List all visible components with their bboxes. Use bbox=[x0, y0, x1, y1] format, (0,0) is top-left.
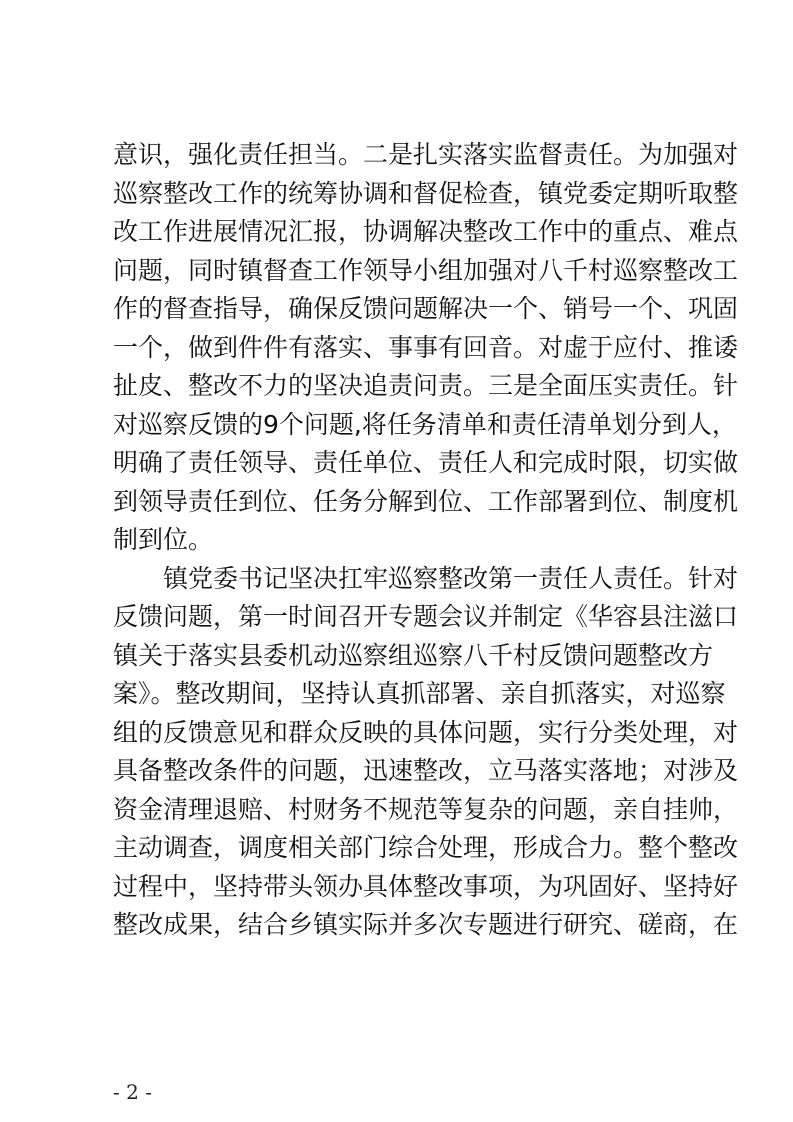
text-line: 问题，同时镇督查工作领导小组加强对八千村巡察整改工 bbox=[113, 255, 739, 285]
text-line: 镇党委书记坚决扛牢巡察整改第一责任人责任。针对 bbox=[163, 563, 739, 593]
text-line: 主动调查，调度相关部门综合处理，形成合力。整个整改 bbox=[113, 833, 739, 862]
text-line: 镇关于落实县委机动巡察组巡察八千村反馈问题整改方 bbox=[113, 640, 714, 670]
text-line: 作的督查指导，确保反馈问题解决一个、销号一个、巩固 bbox=[113, 294, 739, 323]
text-line: 对巡察反馈的9个问题,将任务清单和责任清单划分到人， bbox=[113, 409, 737, 439]
text-line: 整改成果，结合乡镇实际并多次专题进行研究、磋商，在 bbox=[113, 910, 739, 939]
text-line: 过程中，坚持带头领办具体整改事项，为巩固好、坚持好 bbox=[113, 871, 739, 901]
text-line: 组的反馈意见和群众反映的具体问题，实行分类处理，对 bbox=[113, 717, 739, 747]
text-line: 意识，强化责任担当。二是扎实落实监督责任。为加强对 bbox=[113, 140, 739, 169]
page-number: - 2 - bbox=[113, 1080, 152, 1104]
text-line: 具备整改条件的问题，迅速整改，立马落实落地；对涉及 bbox=[113, 756, 739, 785]
text-line: 明确了责任领导、责任单位、责任人和完成时限，切实做 bbox=[113, 448, 739, 477]
text-line: 制到位。 bbox=[113, 525, 214, 554]
text-line: 到领导责任到位、任务分解到位、工作部署到位、制度机 bbox=[113, 486, 739, 516]
text-line: 改工作进展情况汇报，协调解决整改工作中的重点、难点 bbox=[113, 217, 739, 246]
text-line: 资金清理退赔、村财务不规范等复杂的问题，亲自挂帅， bbox=[113, 794, 739, 824]
text-line: 反馈问题，第一时间召开专题会议并制定《华容县注滋口 bbox=[113, 602, 739, 631]
text-line: 巡察整改工作的统筹协调和督促检查，镇党委定期听取整 bbox=[113, 178, 739, 208]
text-line: 扯皮、整改不力的坚决追责问责。三是全面压实责任。针 bbox=[113, 371, 739, 400]
text-line: 案》。整改期间，坚持认真抓部署、亲自抓落实，对巡察 bbox=[113, 679, 726, 708]
text-line: 一个，做到件件有落实、事事有回音。对虚于应付、推诿 bbox=[113, 332, 739, 362]
